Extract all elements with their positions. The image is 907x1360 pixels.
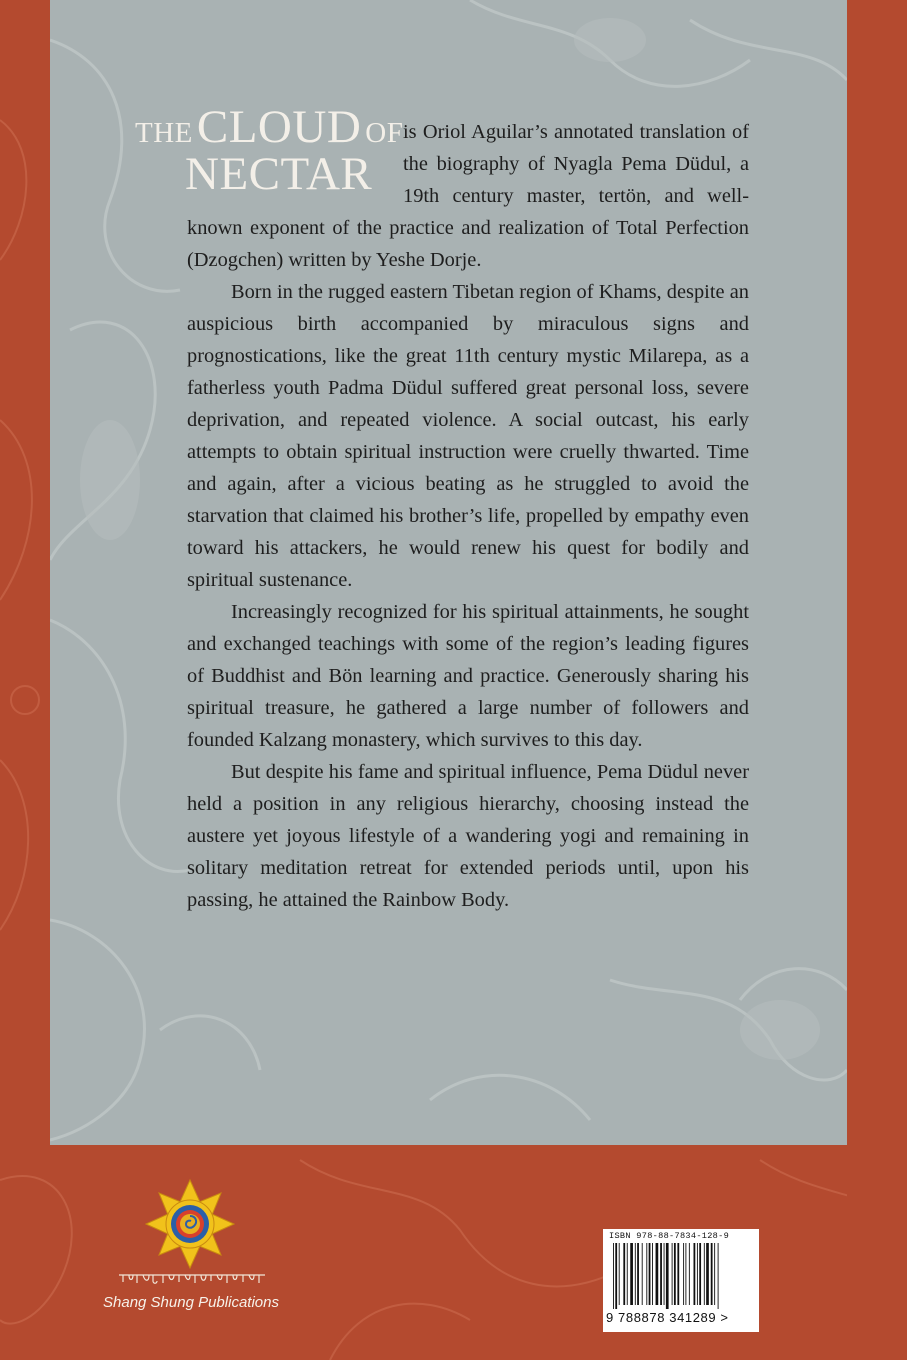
barcode-bar xyxy=(635,1243,636,1305)
isbn-digits: 9 788878 341289 > xyxy=(606,1310,729,1325)
barcode-bar xyxy=(615,1243,617,1309)
title-cloud: CLOUD xyxy=(196,101,362,153)
barcode-bar xyxy=(706,1243,709,1305)
barcode-bar xyxy=(674,1243,676,1305)
barcode-bar xyxy=(714,1243,715,1305)
barcode-bar xyxy=(699,1243,701,1305)
title-the: THE xyxy=(135,117,193,149)
publisher-name: Shang Shung Publications xyxy=(103,1294,279,1311)
barcode-bar xyxy=(711,1243,713,1305)
barcode-bar xyxy=(677,1243,679,1305)
isbn-label: ISBN 978-88-7834-128-9 xyxy=(609,1231,730,1241)
tibetan-script-decoration xyxy=(117,1272,267,1286)
barcode-bar xyxy=(649,1243,651,1305)
isbn-barcode xyxy=(603,1229,759,1332)
title-nectar: NECTAR xyxy=(185,148,373,200)
barcode-bar xyxy=(627,1243,628,1305)
barcode-bar xyxy=(666,1243,669,1309)
barcode-bar xyxy=(656,1243,659,1305)
barcode-bar xyxy=(685,1243,686,1305)
barcode-bar xyxy=(637,1243,639,1305)
blurb-paragraph-2: Born in the rugged eastern Tibetan region of Khams, despite an auspicious birth accompanied by miraculous signs and prognostications, like the great 11th century mystic Milarepa, as a fatherless youth Padma Düdul suffered great personal loss, severe deprivation, and repeated violence. A social outcast, his early attempts to obtain spiritual instruction were cruelly thwarted. Time and again, after a vicious beating as he struggled to avoid the starvation that claimed his brother’s life, propelled by empathy even toward his attackers, he would renew his quest for bodily and spiritual sustenance. xyxy=(187,281,749,591)
barcode-bar xyxy=(704,1243,705,1305)
barcode-bar xyxy=(694,1243,696,1305)
barcode-bar xyxy=(652,1243,653,1305)
barcode-bar xyxy=(660,1243,662,1305)
blurb-paragraph-4: But despite his fame and spiritual influence, Pema Düdul never held a position in any religious hierarchy, choosing instead the austere yet joyous lifestyle of a wandering yogi and remaining in solitary meditation retreat for extended periods until, upon his passing, he attained the Rainbow Body. xyxy=(187,761,749,911)
barcode-bar xyxy=(619,1243,620,1305)
blurb-paragraph-1: is Oriol Aguilar’s annotated translation of the biography of Nyagla Pema Düdul, a 19th century master, tertön, and well-known exponent of the practice and realization of Total Perfection (Dzogchen) written by Yeshe Dorje. xyxy=(187,121,749,271)
barcode-bar xyxy=(718,1243,719,1309)
barcode-bar xyxy=(672,1243,673,1305)
barcode-bar xyxy=(697,1243,698,1305)
barcode-bar xyxy=(683,1243,684,1305)
barcode-bar xyxy=(613,1243,614,1309)
red-side-tab xyxy=(847,435,907,1360)
title-of: OF xyxy=(365,117,404,149)
barcode-bar xyxy=(689,1243,690,1305)
barcode-bar xyxy=(664,1243,665,1305)
barcode-bar xyxy=(642,1243,643,1305)
blurb-text xyxy=(187,116,749,916)
barcode-bar xyxy=(646,1243,647,1305)
barcode-bar xyxy=(630,1243,633,1305)
title-space xyxy=(135,116,403,212)
publisher-logo-icon xyxy=(144,1178,236,1270)
barcode-bars xyxy=(607,1243,755,1309)
barcode-bar xyxy=(623,1243,625,1305)
blurb-paragraph-3: Increasingly recognized for his spiritual attainments, he sought and exchanged teachings with some of the region’s leading figures of Buddhist and Bön learning and practice. Generously sharing his spiritual treasure, he gathered a large number of followers and founded Kalzang monastery, which survives to this day. xyxy=(187,601,749,751)
